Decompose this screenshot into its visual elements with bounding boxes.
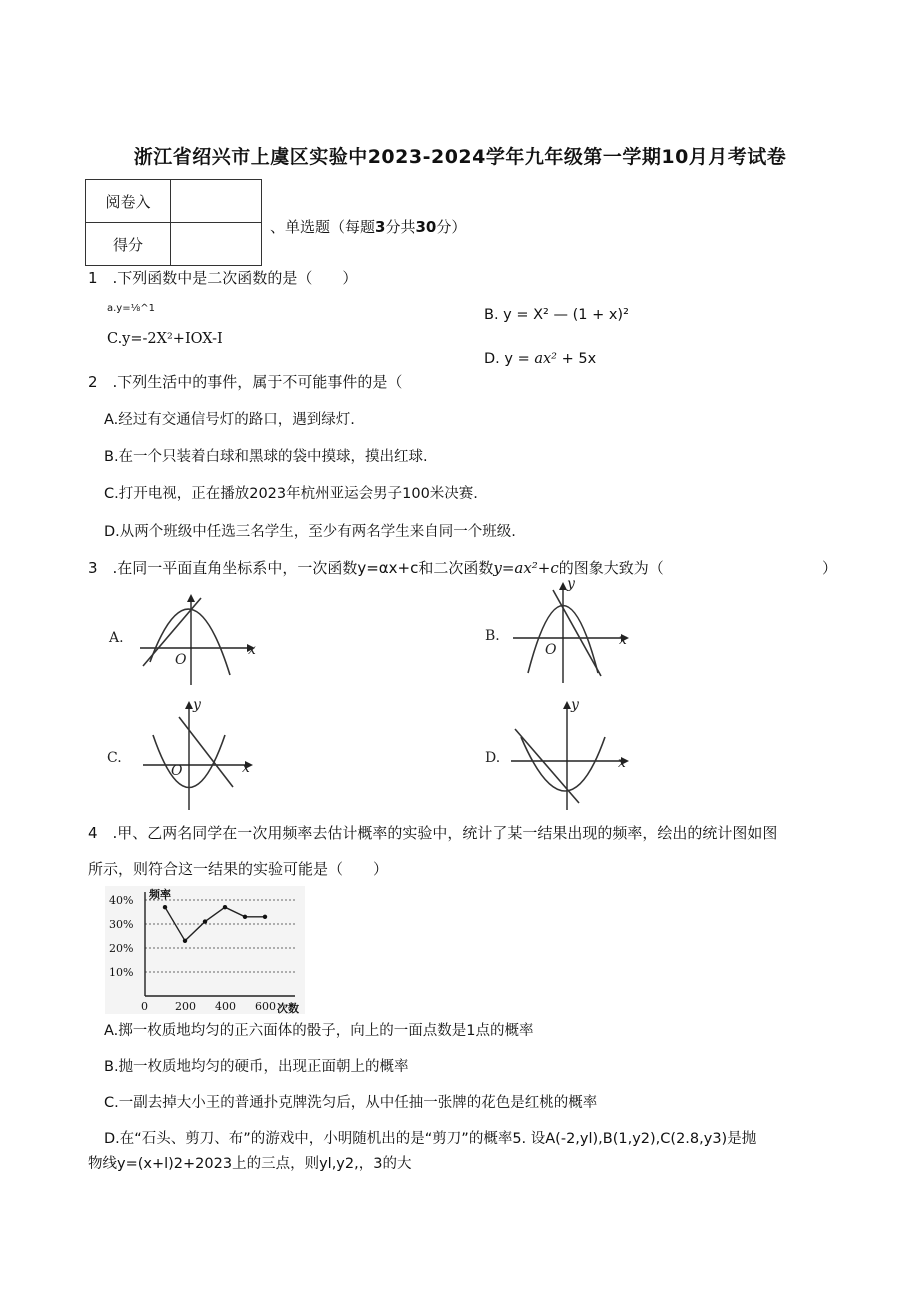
score-label: 得分 — [86, 223, 171, 266]
svg-text:x: x — [619, 632, 627, 648]
q3-stem: 3 .在同一平面直角坐标系中，一次函数y=αx+c和二次函数y=ax²+c的图象大致为（ — [88, 559, 664, 577]
score-table — [85, 179, 262, 266]
svg-text:x: x — [618, 755, 626, 771]
svg-text:x: x — [248, 642, 256, 658]
q3-graph-b — [483, 578, 643, 688]
svg-text:O: O — [545, 642, 557, 658]
q4-stem-line2: 所示，则符合这一结果的实验可能是（ ） — [88, 860, 389, 878]
q4-option-a: A.掷一枚质地均匀的正六面体的骰子，向上的一面点数是1点的概率 — [104, 1023, 534, 1039]
x-axis-label: 次数 — [277, 1002, 299, 1015]
q2-option-c: C.打开电视，正在播放2023年杭州亚运会男子100米决赛. — [104, 486, 478, 502]
q1-option-c: C.y=-2X²+IOX-I — [107, 331, 223, 347]
q4-stem-line1: 4 .甲、乙两名同学在一次用频率去估计概率的实验中，统计了某一结果出现的频率，绘出的统计图如图 — [88, 824, 778, 842]
q2-stem: 2 .下列生活中的事件，属于不可能事件的是（ — [88, 373, 403, 391]
chart-background — [105, 886, 305, 1014]
reviewer-cell[interactable] — [171, 180, 262, 223]
y-tick-label: 10% — [109, 966, 134, 979]
data-point — [223, 905, 227, 909]
x-tick-label: 400 — [215, 1000, 236, 1013]
q4-option-d-line1: D.在“石头、剪刀、布”的游戏中，小明随机出的是“剪刀”的概率5. 设A(-2,yl),B(1,y2),C(2.8,y3)是抛 — [104, 1131, 757, 1147]
data-point — [243, 915, 247, 919]
section-heading: 、单选题（每题3分共30分） — [270, 218, 467, 236]
data-point — [203, 919, 207, 923]
reviewer-label: 阅卷入 — [86, 180, 171, 223]
x-tick-label: 0 — [141, 1000, 148, 1013]
svg-text:y: y — [571, 697, 579, 713]
x-tick-label: 600 — [255, 1000, 276, 1013]
svg-text:O: O — [175, 652, 187, 668]
q3-graph-c — [105, 695, 265, 815]
q3-graph-d — [483, 695, 643, 815]
frequency-chart — [105, 886, 305, 1014]
graph-b-label: B. — [485, 628, 500, 644]
q1-option-d: D. y = ax² + 5x — [484, 351, 597, 367]
page-title: 浙江省绍兴市上虞区实验中2023-2024学年九年级第一学期10月月考试卷 — [133, 146, 787, 168]
data-point — [163, 905, 167, 909]
q1-stem: 1 .下列函数中是二次函数的是（ ） — [88, 269, 358, 287]
data-point — [183, 939, 187, 943]
q2-option-b: B.在一个只装着白球和黑球的袋中摸球，摸出红球. — [104, 449, 428, 465]
y-tick-label: 30% — [109, 918, 134, 931]
graph-d-label: D. — [485, 750, 501, 766]
y-tick-label: 40% — [109, 894, 134, 907]
data-point — [263, 915, 267, 919]
q4-option-c: C.一副去掉大小王的普通扑克牌洗匀后，从中任抽一张牌的花色是红桃的概率 — [104, 1095, 598, 1111]
svg-text:x: x — [242, 760, 250, 776]
q1-option-b: B. y = X² — (1 + x)² — [484, 307, 629, 323]
y-tick-label: 20% — [109, 942, 134, 955]
q2-option-a: A.经过有交通信号灯的路口，遇到绿灯. — [104, 412, 355, 428]
q3-graph-a — [105, 590, 265, 690]
score-cell[interactable] — [171, 223, 262, 266]
svg-text:y: y — [567, 576, 575, 592]
graph-a-label: A. — [109, 630, 124, 646]
svg-text:O: O — [171, 763, 183, 779]
q4-option-d-line2: 物线y=(x+l)2+2023上的三点，则yl,y2,，3的大 — [88, 1156, 412, 1172]
q4-option-b: B.抛一枚质地均匀的硬币，出现正面朝上的概率 — [104, 1059, 409, 1075]
q1-option-a: a.y=⅛^1 — [107, 303, 156, 314]
q2-option-d: D.从两个班级中任选三名学生，至少有两名学生来自同一个班级. — [104, 524, 516, 540]
y-axis-label: 频率 — [149, 888, 171, 901]
svg-text:y: y — [193, 697, 201, 713]
graph-c-label: C. — [107, 750, 122, 766]
q3-stem-close: ） — [822, 559, 838, 577]
x-tick-label: 200 — [175, 1000, 196, 1013]
